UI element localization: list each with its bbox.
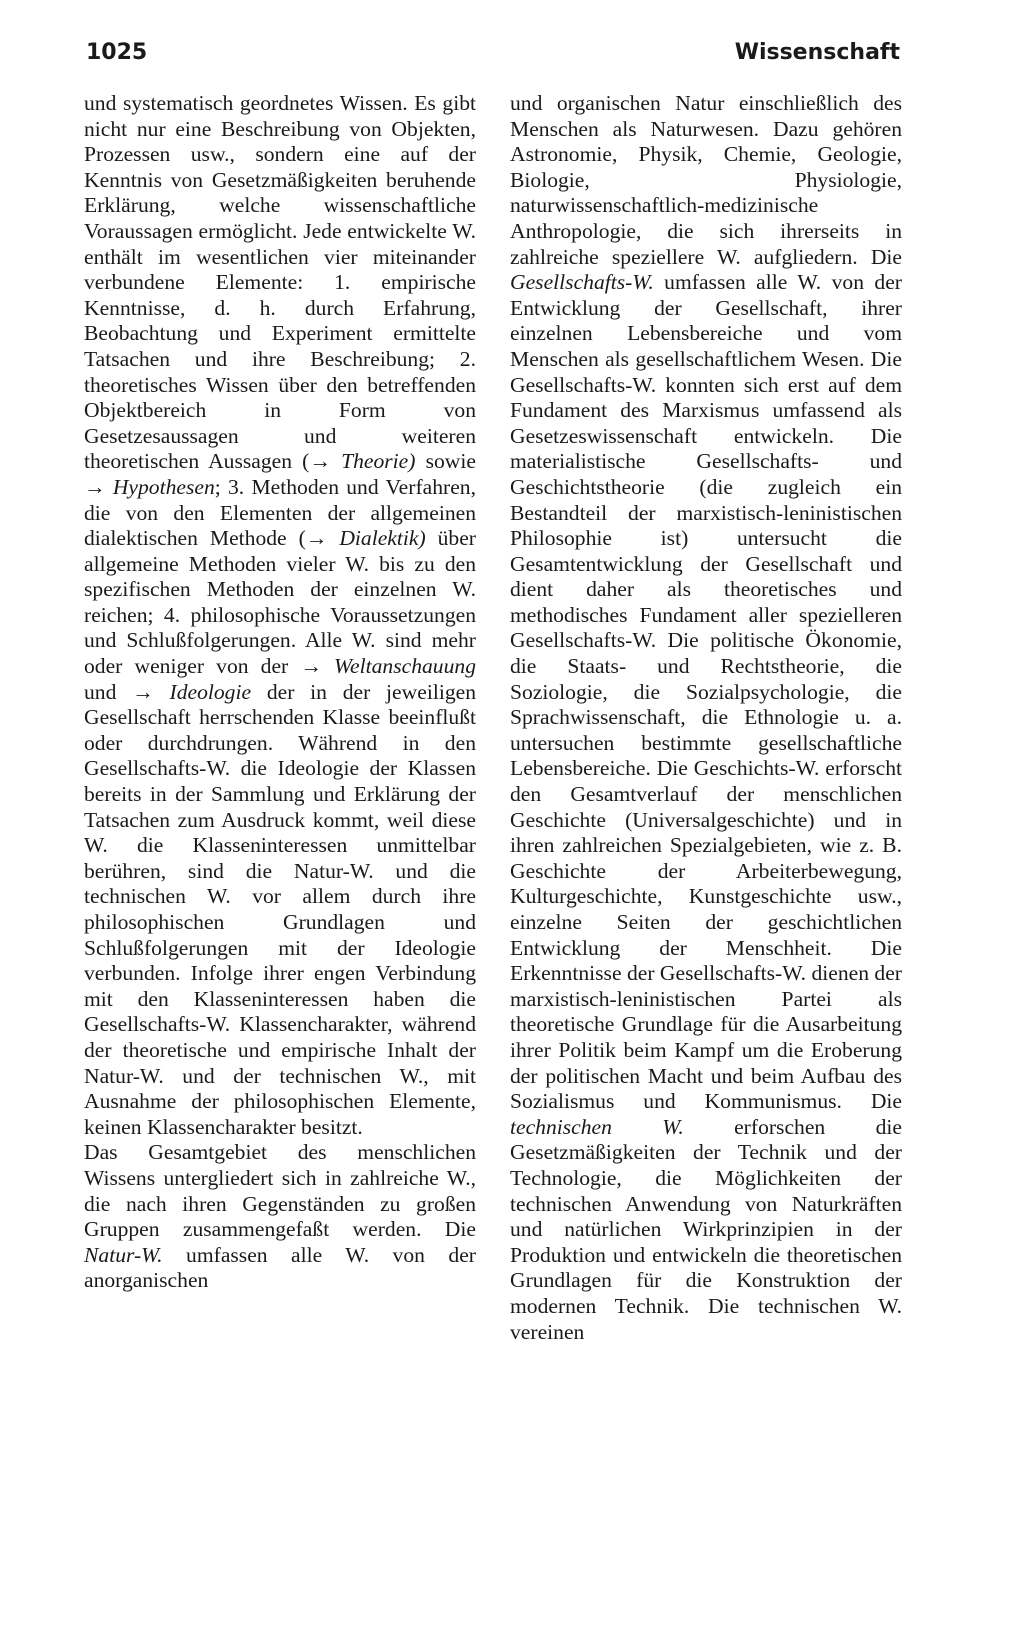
page-header (86, 40, 900, 76)
paragraph-elements-of-science (84, 91, 476, 1140)
cross-reference-theorie: Theorie) (341, 449, 416, 474)
term-gesellschafts-w: Gesellschafts-W. (510, 270, 654, 295)
text-run: über allgemeine Methoden vieler W. bis zu den spezifischen Methoden der einzelnen W. reichen; 4. philosophische Voraussetzungen und Schlußfolgerungen. Alle W. sind mehr oder weniger von der → (84, 526, 476, 679)
text-run: und organischen Natur einschließlich des Menschen als Naturwesen. Dazu gehören Astronomie, Physik, Chemie, Geologie, Biologie, Physiologie, naturwissenschaftlich-medizinische Anthropologie, die sich ihrerseits in zahlreiche speziellere W. aufgliedern. Die (510, 91, 902, 269)
text-run: und → (84, 679, 170, 704)
text-run: Das Gesamtgebiet des menschlichen Wissens untergliedert sich in zahlreiche W., die nach ihren Gegenständen zu großen Gruppen zusammengefaßt werden. Die (84, 1140, 476, 1242)
text-run: umfassen alle W. von der anorganischen (84, 1242, 476, 1293)
text-run: sowie → (84, 449, 476, 499)
term-technischen-w: technischen W. (510, 1114, 684, 1139)
right-column (510, 91, 902, 1345)
term-natur-w: Natur-W. (84, 1242, 163, 1267)
running-head: Wissenschaft (734, 40, 900, 65)
text-run: der in der jeweiligen Gesellschaft herrschenden Klasse beeinflußt oder durchdrungen. Während in den Gesellschafts-W. die Ideologie der Klassen bereits in der Sammlung und Erklärung der Tatsachen zum Ausdruck kommt, weil diese W. die Klasseninteressen unmittelbar berühren, sind die Natur-W. und die technischen W. vor allem durch ihre philosophischen Grundlagen und Schlußfolgerungen mit der Ideologie verbunden. Infolge ihrer engen Verbindung mit den Klasseninteressen haben die Gesellschafts-W. Klassencharakter, während der theoretische und empirische Inhalt der Natur-W. und der technischen W., mit Ausnahme der philosophischen Elemente, keinen Klassencharakter besitzt. (84, 679, 476, 1139)
paragraph-continuation (510, 91, 902, 1345)
paragraph-classification (84, 1140, 476, 1294)
cross-reference-hypothesen: Hypothesen (112, 474, 215, 499)
cross-reference-weltanschauung: Weltanschauung (334, 654, 476, 679)
text-run: umfassen alle W. von der Entwicklung der Gesellschaft, ihrer einzelnen Lebensbereiche und vom Menschen als gesellschaftlichem Wesen. Die Gesellschafts-W. konnten sich erst auf dem Fundament des Marxismus umfassend als Gesetzeswissenschaft entwickeln. Die materialistische Gesellschafts- und Geschichtstheorie (die zugleich ein Bestandteil der marxistisch-leninistischen Philosophie ist) untersucht die Gesamtentwicklung der Gesellschaft und dient daher als theoretisches und methodisches Fundament aller spezielleren Gesellschafts-W. Die politische Ökonomie, die Staats- und Rechtstheorie, die Soziologie, die Sozialpsychologie, die Sprachwissenschaft, die Ethnologie u. a. untersuchen bestimmte gesellschaftliche Lebensbereiche. Die Geschichts-W. erforscht den Gesamtverlauf der menschlichen Geschichte (Universalgeschichte) und in ihren zahlreichen Spezialgebieten, wie z. B. Geschichte der Arbeiterbewegung, Kulturgeschichte, Kunstgeschichte usw., einzelne Seiten der geschichtlichen Entwicklung der Menschheit. Die Erkenntnisse der Gesellschafts-W. dienen der marxistisch-leninistischen Partei als theoretische Grundlage für die Ausarbeitung ihrer Politik beim Kampf um die Eroberung der politischen Macht und beim Aufbau des Sozialismus und Kommunismus. Die (510, 270, 902, 1114)
cross-reference-dialektik: Dialektik) (339, 526, 426, 551)
text-run: ; 3. Methoden und Verfahren, die von den Elementen der allgemeinen dialektischen Methode (→ (84, 474, 476, 551)
cross-reference-ideologie: Ideologie (169, 679, 252, 704)
page-number: 1025 (86, 40, 148, 65)
text-run: erforschen die Gesetzmäßigkeiten der Technik und der Technologie, die Möglichkeiten der technischen Anwendung von Naturkräften und natürlichen Wirkprinzipien in der Produktion und entwickeln die theoretischen Grundlagen für die Konstruktion der modernen Technik. Die technischen W. vereinen (510, 1114, 902, 1344)
text-run: und systematisch geordnetes Wissen. Es gibt nicht nur eine Beschreibung von Objekten, Prozessen usw., sondern eine auf der Kenntnis von Gesetzmäßigkeiten beruhende Erklärung, welche wissenschaftliche Voraussagen ermöglicht. Jede entwickelte W. enthält im wesentlichen vier miteinander verbundene Elemente: 1. empirische Kenntnisse, d. h. durch Erfahrung, Beobachtung und Experiment ermittelte Tatsachen und ihre Beschreibung; 2. theoretisches Wissen über den betreffenden Objektbereich in Form von Gesetzesaussagen und weiteren theoretischen Aussagen (→ (84, 91, 476, 474)
left-column (84, 91, 476, 1294)
